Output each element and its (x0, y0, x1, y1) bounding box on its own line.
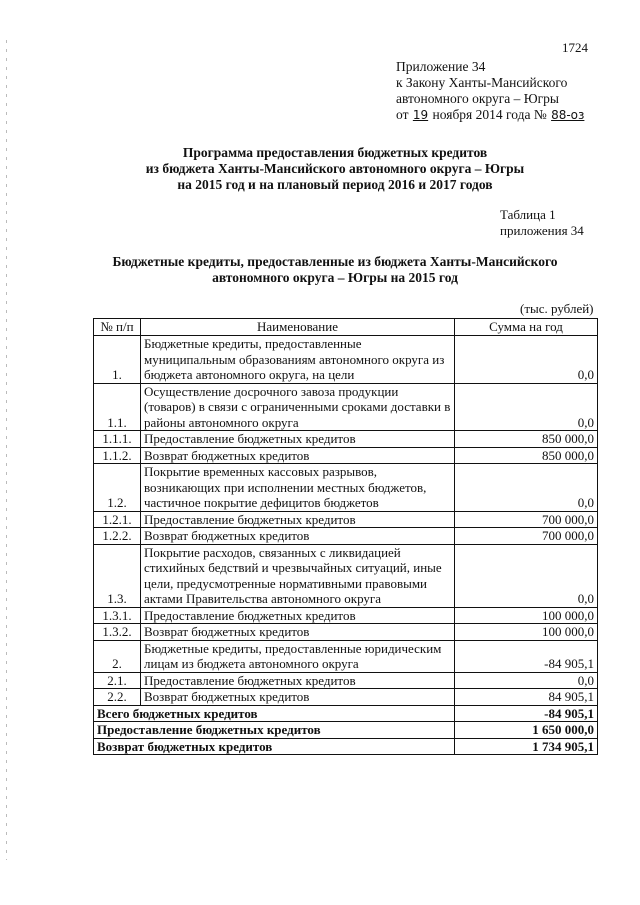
row-name: Бюджетные кредиты, предоставленные юридическим лицам из бюджета автономного округа (141, 640, 455, 672)
row-number: 1.2.2. (94, 528, 141, 545)
total-amount: 1 650 000,0 (455, 722, 598, 739)
table-row (94, 511, 598, 528)
total-row (94, 705, 598, 722)
table-header-row (94, 319, 598, 336)
scan-edge-artifact (6, 40, 7, 860)
table-row (94, 383, 598, 431)
table-label (500, 207, 584, 239)
page-number: 1724 (562, 40, 588, 55)
row-name: Покрытие временных кассовых разрывов, возникающих при исполнении местных бюджетов, частичное покрытие дефицитов бюджетов (141, 464, 455, 512)
row-amount: 84 905,1 (455, 689, 598, 706)
total-row (94, 738, 598, 755)
date-rest: ноября 2014 года № (432, 107, 547, 122)
row-amount: 850 000,0 (455, 447, 598, 464)
row-name: Покрытие расходов, связанных с ликвидацией стихийных бедствий и чрезвычайных ситуаций, иные цели, предусмотренные нормативными правовыми актами Правительства автономного округа (141, 544, 455, 607)
row-number: 1.2.1. (94, 511, 141, 528)
table-subtitle (60, 254, 610, 286)
total-label: Возврат бюджетных кредитов (94, 738, 455, 755)
table-row (94, 528, 598, 545)
row-number: 1.1. (94, 383, 141, 431)
total-row (94, 722, 598, 739)
row-name: Возврат бюджетных кредитов (141, 624, 455, 641)
appendix-header (396, 59, 585, 123)
appendix-line-3: автономного округа – Югры (396, 91, 559, 106)
row-amount: 700 000,0 (455, 528, 598, 545)
table-row (94, 672, 598, 689)
row-name: Предоставление бюджетных кредитов (141, 607, 455, 624)
table-label-line-2: приложения 34 (500, 223, 584, 238)
row-number: 1.3.2. (94, 624, 141, 641)
header-amount: Сумма на год (455, 319, 598, 336)
title-line-2: из бюджета Ханты-Мансийского автономного округа – Югры (145, 161, 525, 176)
table-row (94, 640, 598, 672)
row-number: 1.1.2. (94, 447, 141, 464)
row-name: Осуществление досрочного завоза продукции (товаров) в связи с ограниченными сроками доставки в районы автономного округа (141, 383, 455, 431)
table-row (94, 336, 598, 384)
table-row (94, 464, 598, 512)
date-prefix: от (396, 107, 409, 122)
row-amount: 100 000,0 (455, 607, 598, 624)
table-row (94, 544, 598, 607)
total-label: Всего бюджетных кредитов (94, 705, 455, 722)
row-amount: 850 000,0 (455, 431, 598, 448)
row-name: Предоставление бюджетных кредитов (141, 511, 455, 528)
row-name: Возврат бюджетных кредитов (141, 689, 455, 706)
row-number: 1.1.1. (94, 431, 141, 448)
header-number: № п/п (94, 319, 141, 336)
row-number: 2.1. (94, 672, 141, 689)
document-title (60, 145, 610, 193)
row-number: 1. (94, 336, 141, 384)
row-number: 2. (94, 640, 141, 672)
row-name: Возврат бюджетных кредитов (141, 528, 455, 545)
units-label: (тыс. рублей) (520, 301, 594, 316)
row-amount: 0,0 (455, 336, 598, 384)
subtitle-line-1: Бюджетные кредиты, предоставленные из бюджета Ханты-Мансийского (112, 254, 558, 269)
total-amount: 1 734 905,1 (455, 738, 598, 755)
subtitle-line-2: автономного округа – Югры на 2015 год (212, 270, 458, 285)
header-name: Наименование (141, 319, 455, 336)
row-amount: 0,0 (455, 464, 598, 512)
budget-credits-table (93, 318, 598, 755)
date-day: 19 (412, 108, 429, 122)
law-number: 88-оз (551, 108, 585, 122)
row-number: 1.3.1. (94, 607, 141, 624)
row-amount: -84 905,1 (455, 640, 598, 672)
total-label: Предоставление бюджетных кредитов (94, 722, 455, 739)
table-row (94, 431, 598, 448)
row-number: 1.2. (94, 464, 141, 512)
table-row (94, 624, 598, 641)
table-row (94, 607, 598, 624)
table-label-line-1: Таблица 1 (500, 207, 556, 222)
appendix-date-line (396, 107, 585, 123)
row-name: Предоставление бюджетных кредитов (141, 672, 455, 689)
row-amount: 0,0 (455, 544, 598, 607)
row-number: 2.2. (94, 689, 141, 706)
row-name: Возврат бюджетных кредитов (141, 447, 455, 464)
row-amount: 700 000,0 (455, 511, 598, 528)
table-row (94, 447, 598, 464)
row-name: Предоставление бюджетных кредитов (141, 431, 455, 448)
row-amount: 0,0 (455, 383, 598, 431)
table-row (94, 689, 598, 706)
row-number: 1.3. (94, 544, 141, 607)
title-line-1: Программа предоставления бюджетных кредитов (182, 145, 488, 160)
row-name: Бюджетные кредиты, предоставленные муниципальным образованиям автономного округа из бюджета автономного округа, на цели (141, 336, 455, 384)
appendix-line-1: Приложение 34 (396, 59, 486, 74)
row-amount: 0,0 (455, 672, 598, 689)
row-amount: 100 000,0 (455, 624, 598, 641)
title-line-3: на 2015 год и на плановый период 2016 и 2017 годов (177, 177, 493, 192)
total-amount: -84 905,1 (455, 705, 598, 722)
appendix-line-2: к Закону Ханты-Мансийского (396, 75, 568, 90)
